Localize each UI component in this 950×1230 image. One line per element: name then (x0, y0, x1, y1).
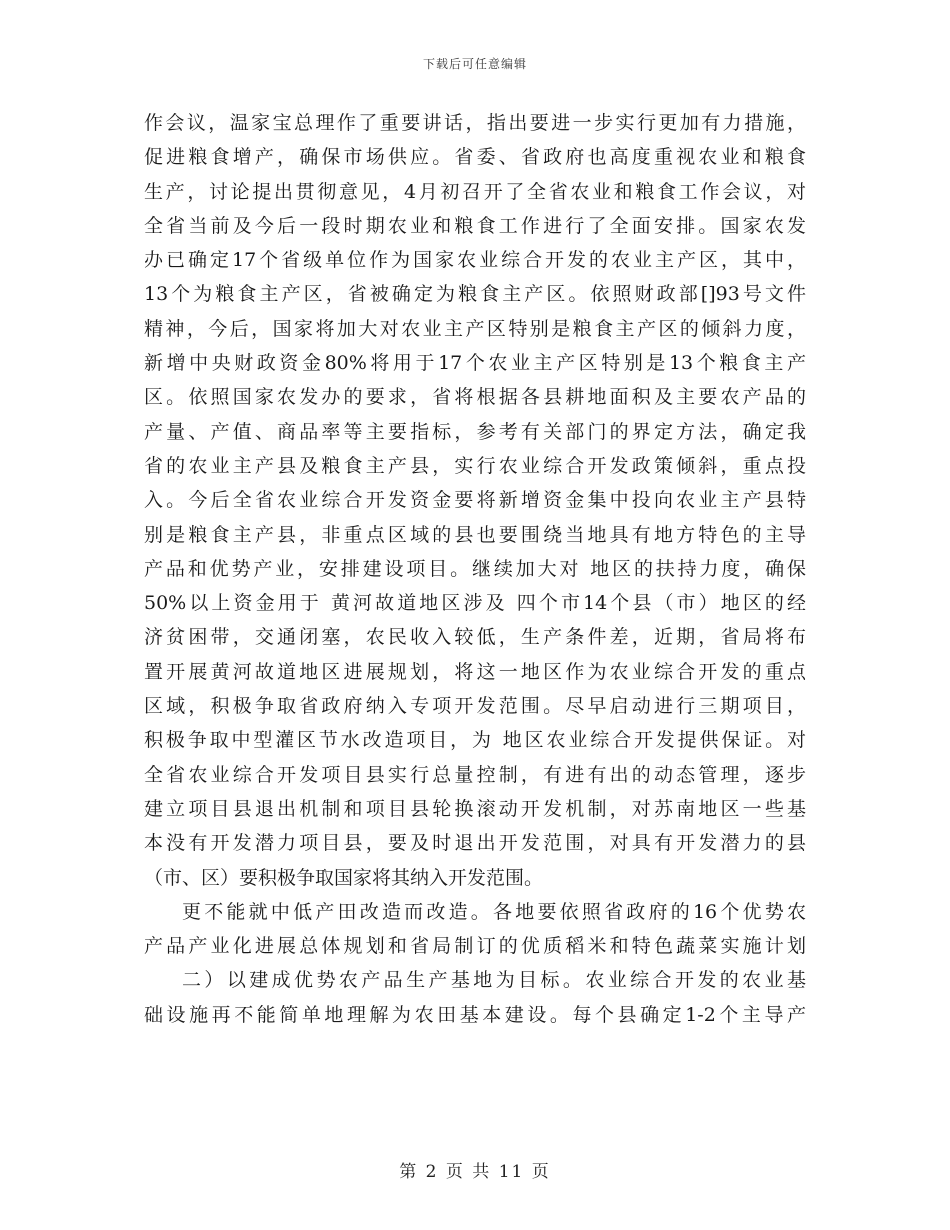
document-body (144, 106, 806, 1032)
text-line: 产品产业化进展总体规划和省局制订的优质稻米和特色蔬菜实施计划 (144, 935, 806, 958)
page-number: 第 2 页 共 11 页 (399, 1162, 551, 1182)
text-line: 13个为粮食主产区，省被确定为粮食主产区。依照财政部[]93号文件 (144, 283, 806, 306)
text-line: （市、区）要积极争取国家将其纳入开发范围。 (144, 866, 544, 889)
text-line: 积极争取中型灌区节水改造项目，为 地区农业综合开发提供保证。对 (144, 729, 806, 752)
text-line: 精神，今后，国家将加大对农业主产区特别是粮食主产区的倾斜力度， (144, 317, 806, 340)
text-line: 区域，积极争取省政府纳入专项开发范围。尽早启动进行三期项目， (144, 695, 806, 718)
text-line: 本没有开发潜力项目县，要及时退出开发范围，对具有开发潜力的县 (144, 832, 806, 855)
text-line: 二）以建成优势农产品生产基地为目标。农业综合开发的农业基 (182, 969, 806, 992)
text-line: 新增中央财政资金80%将用于17个农业主产区特别是13个粮食主产 (144, 352, 806, 375)
text-line: 生产，讨论提出贯彻意见，4月初召开了全省农业和粮食工作会议，对 (144, 180, 806, 203)
text-line: 置开展黄河故道地区进展规划，将这一地区作为农业综合开发的重点 (144, 660, 806, 683)
text-line: 省的农业主产县及粮食主产县，实行农业综合开发政策倾斜，重点投 (144, 454, 806, 477)
text-line: 促进粮食增产，确保市场供应。省委、省政府也高度重视农业和粮食 (144, 146, 806, 169)
text-line: 区。依照国家农发办的要求，省将根据各县耕地面积及主要农产品的 (144, 386, 806, 409)
text-line: 全省农业综合开发项目县实行总量控制，有进有出的动态管理，逐步 (144, 763, 806, 786)
text-line: 建立项目县退出机制和项目县轮换滚动开发机制，对苏南地区一些基 (144, 797, 806, 820)
text-line: 入。今后全省农业综合开发资金要将新增资金集中投向农业主产县特 (144, 489, 806, 512)
text-line: 别是粮食主产县，非重点区域的县也要围绕当地具有地方特色的主导 (144, 523, 806, 546)
text-line: 础设施再不能简单地理解为农田基本建设。每个县确定1-2个主导产 (144, 1003, 806, 1026)
text-line: 产量、产值、商品率等主要指标，参考有关部门的界定方法，确定我 (144, 420, 806, 443)
page-header-note: 下载后可任意编辑 (422, 57, 527, 71)
text-line: 50%以上资金用于 黄河故道地区涉及 四个市14个县（市）地区的经 (144, 592, 806, 615)
text-line: 作会议，温家宝总理作了重要讲话，指出要进一步实行更加有力措施， (144, 112, 806, 134)
text-line: 产品和优势产业，安排建设项目。继续加大对 地区的扶持力度，确保 (144, 557, 806, 580)
text-line: 全省当前及今后一段时期农业和粮食工作进行了全面安排。国家农发 (144, 214, 806, 237)
text-line: 济贫困带，交通闭塞，农民收入较低，生产条件差，近期，省局将布 (144, 626, 806, 649)
text-line: 更不能就中低产田改造而改造。各地要依照省政府的16个优势农 (182, 900, 806, 923)
text-line: 办已确定17个省级单位作为国家农业综合开发的农业主产区，其中， (144, 249, 806, 272)
